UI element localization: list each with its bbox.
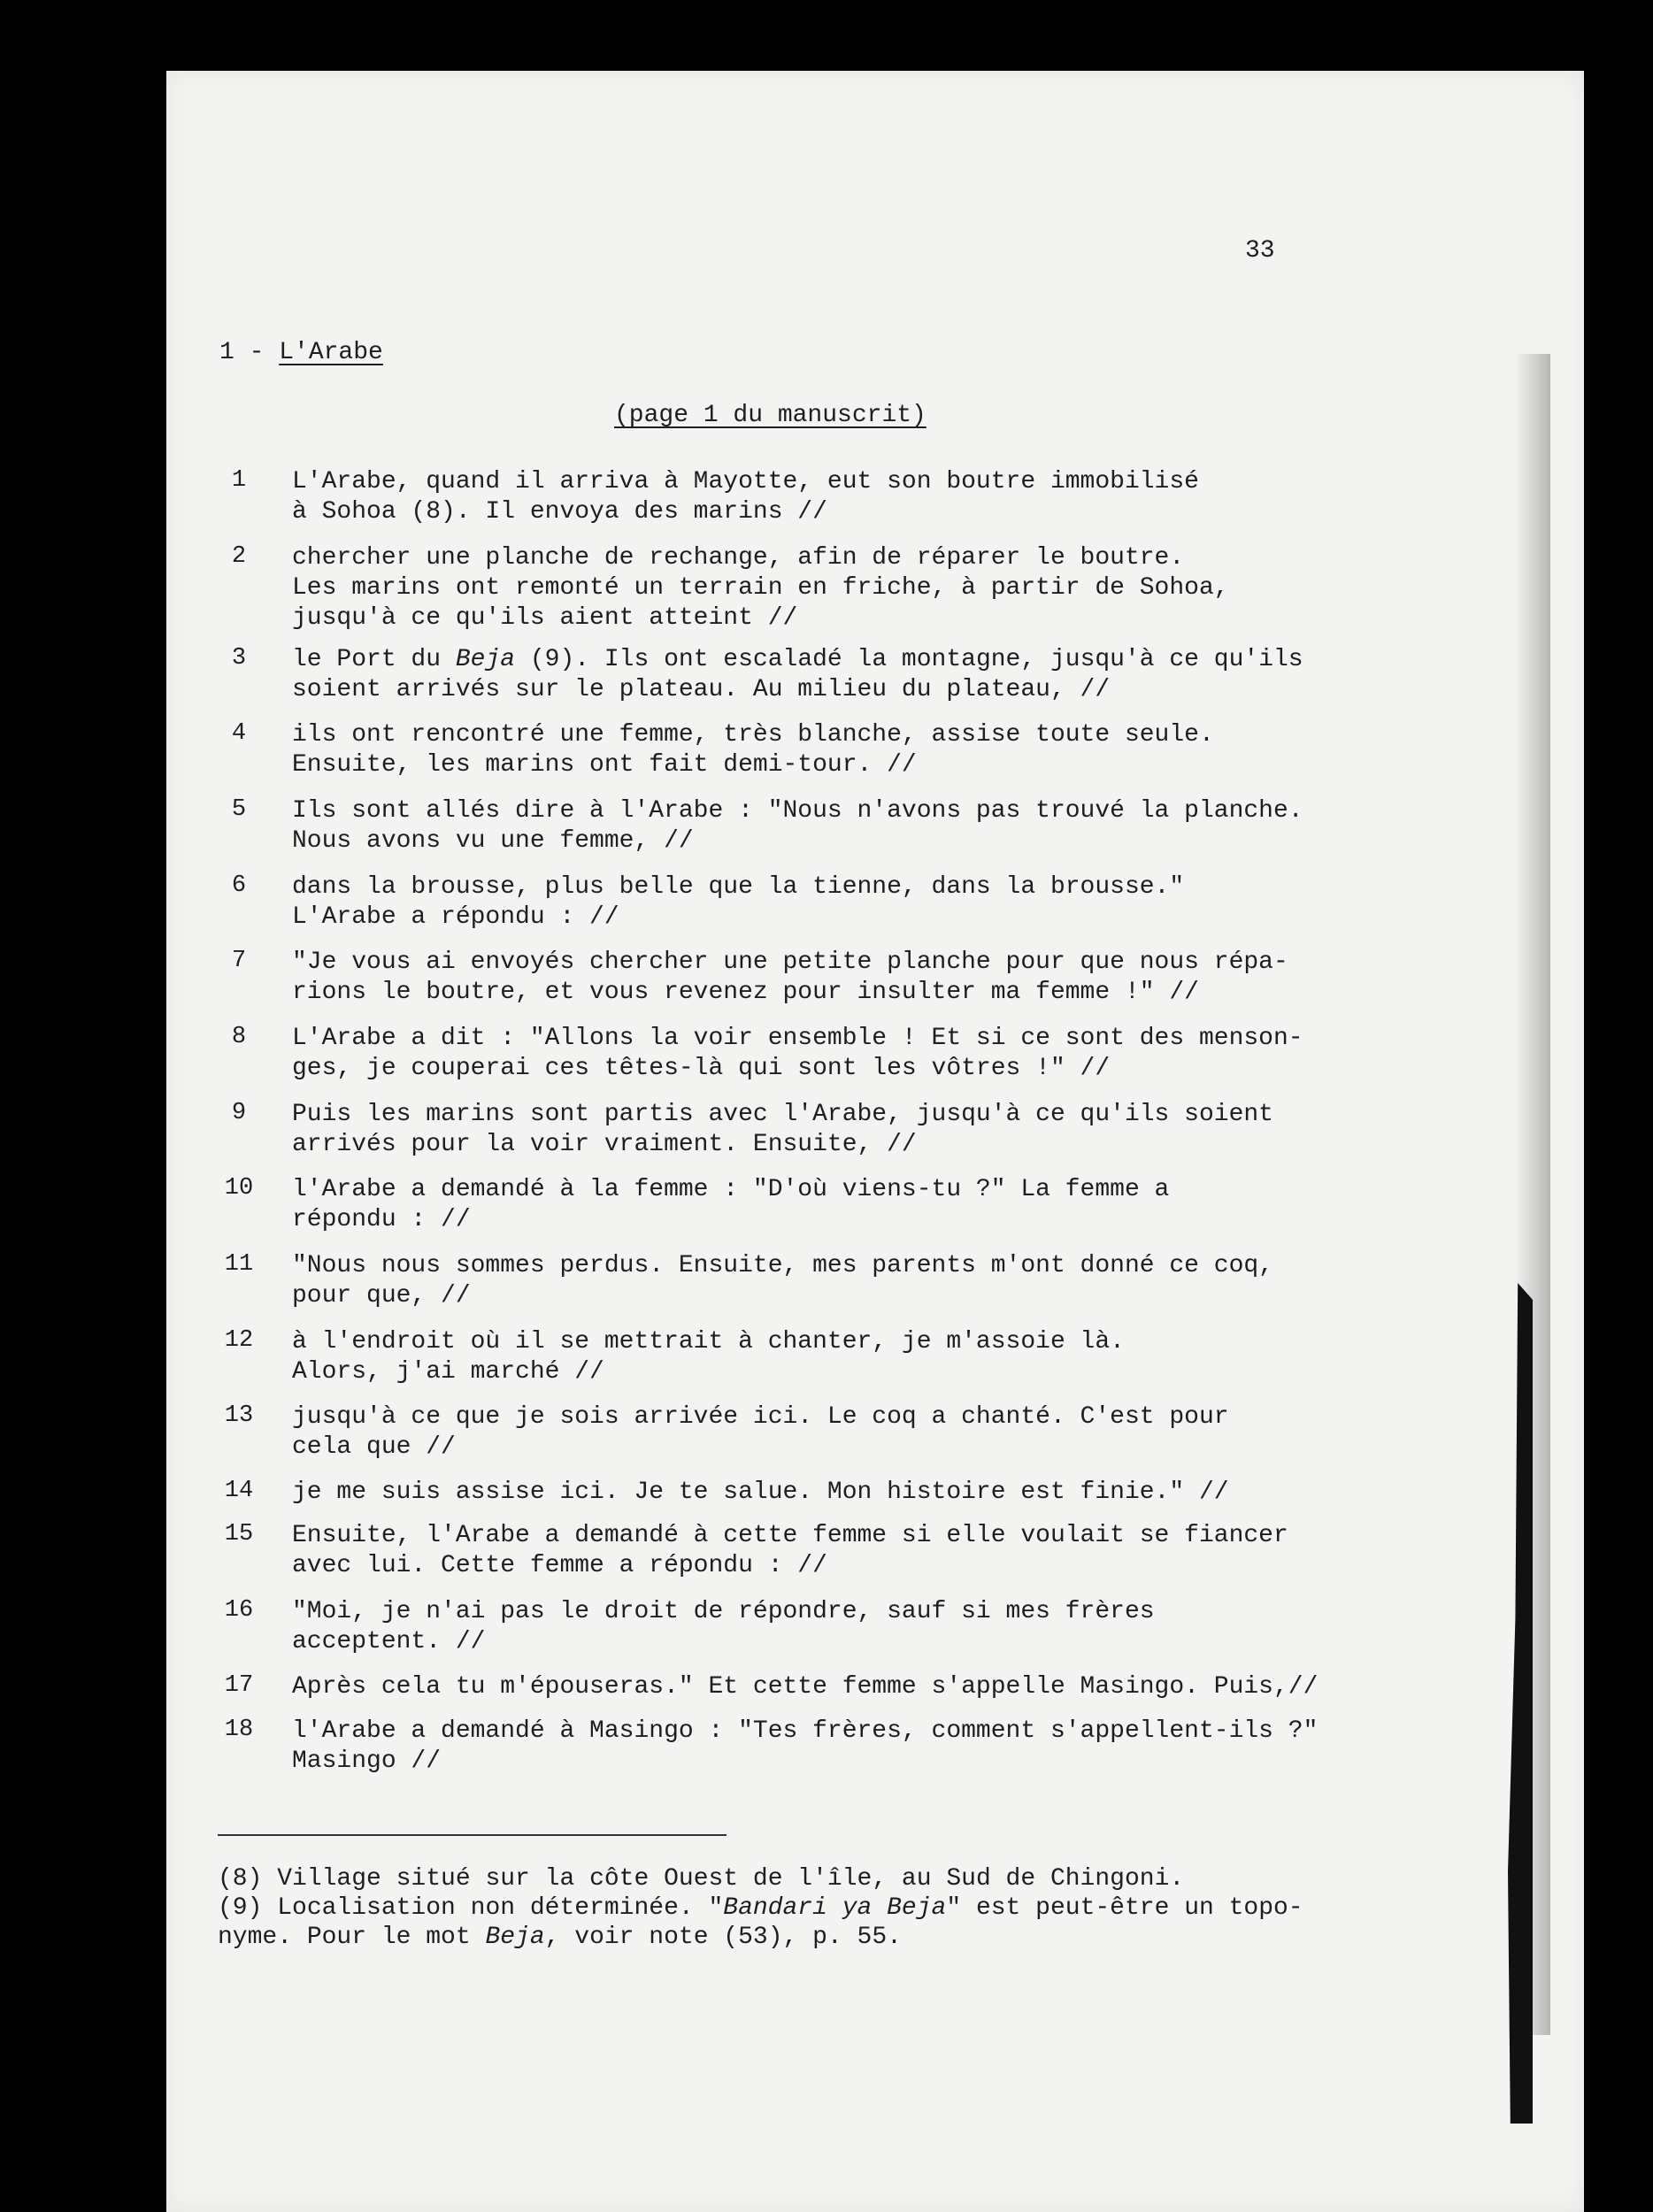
entry-line: à Sohoa (8). Il envoya des marins //	[292, 498, 827, 526]
entry-text	[292, 645, 1303, 705]
entry-line: je me suis assise ici. Je te salue. Mon histoire est finie." //	[292, 1479, 1229, 1506]
footnote-line: nyme. Pour le mot Beja, voir note (53), p. 55.	[218, 1924, 902, 1951]
entry-text	[292, 1251, 1273, 1311]
section-prefix: 1 -	[219, 339, 280, 366]
entry-line: "Je vous ai envoyés chercher une petite planche pour que nous répa-	[292, 949, 1288, 976]
entry-line: ges, je couperai ces têtes-là qui sont les vôtres !" //	[292, 1055, 1111, 1082]
footnote-line: (8) Village situé sur la côte Ouest de l'île, au Sud de Chingoni.	[218, 1865, 1185, 1893]
entry-text	[292, 1327, 1125, 1387]
footnote-separator	[218, 1834, 727, 1836]
subtitle-text: (page 1 du manuscrit)	[614, 402, 926, 429]
entry-text	[292, 1478, 1229, 1508]
entry-line: dans la brousse, plus belle que la tienne, dans la brousse."	[292, 873, 1185, 901]
entry-line: Alors, j'ai marché //	[292, 1358, 604, 1386]
entry-text	[292, 467, 1199, 527]
entry-line: jusqu'à ce que je sois arrivée ici. Le coq a chanté. C'est pour	[292, 1403, 1229, 1431]
entry-line: rions le boutre, et vous revenez pour insulter ma femme !" //	[292, 979, 1199, 1006]
footnotes	[218, 1864, 1303, 1952]
entry-number: 10	[224, 1175, 254, 1202]
entry-number: 7	[231, 948, 247, 974]
entry-text	[292, 1717, 1318, 1777]
entry-number: 12	[224, 1327, 254, 1354]
entry-text	[292, 1597, 1155, 1657]
entry-line: Masingo //	[292, 1747, 442, 1775]
entry-text	[292, 872, 1184, 933]
entry-number: 14	[224, 1478, 254, 1504]
entry-number: 11	[224, 1251, 254, 1278]
entry-line: pour que, //	[292, 1282, 471, 1310]
page-number: 33	[1245, 237, 1275, 265]
entry-line: avec lui. Cette femme a répondu : //	[292, 1552, 827, 1579]
entry-number: 16	[224, 1597, 254, 1624]
entry-line: L'Arabe a dit : "Allons la voir ensemble ! Et si ce sont des menson-	[292, 1025, 1303, 1052]
entry-text	[292, 543, 1229, 634]
entry-line: cela que //	[292, 1433, 456, 1461]
entry-line: arrivés pour la voir vraiment. Ensuite, //	[292, 1131, 917, 1158]
entry-text	[292, 1100, 1273, 1160]
entry-text	[292, 1672, 1318, 1702]
section-title: L'Arabe	[279, 339, 383, 366]
section-heading	[219, 339, 383, 366]
entry-line: Ensuite, l'Arabe a demandé à cette femme si elle voulait se fiancer	[292, 1522, 1288, 1549]
entry-number: 8	[231, 1024, 247, 1050]
entry-text	[292, 1024, 1303, 1084]
entry-number: 13	[224, 1402, 254, 1429]
entry-number: 6	[231, 872, 247, 899]
entry-line: l'Arabe a demandé à la femme : "D'où viens-tu ?" La femme a	[292, 1176, 1170, 1203]
entry-line: "Moi, je n'ai pas le droit de répondre, sauf si mes frères	[292, 1598, 1155, 1625]
entry-text	[292, 1402, 1229, 1463]
entry-line: "Nous nous sommes perdus. Ensuite, mes parents m'ont donné ce coq,	[292, 1252, 1273, 1279]
entry-line: l'Arabe a demandé à Masingo : "Tes frères, comment s'appellent-ils ?"	[292, 1717, 1319, 1745]
entry-number: 9	[231, 1100, 247, 1126]
entry-text	[292, 1521, 1288, 1581]
entry-line: Puis les marins sont partis avec l'Arabe, jusqu'à ce qu'ils soient	[292, 1101, 1273, 1128]
entry-line: ils ont rencontré une femme, très blanche, assise toute seule.	[292, 721, 1214, 749]
manuscript-page-label	[614, 402, 926, 429]
entry-line: à l'endroit où il se mettrait à chanter, je m'assoie là.	[292, 1328, 1125, 1356]
entry-number: 5	[231, 796, 247, 823]
entry-number: 4	[231, 720, 247, 747]
entry-number: 1	[231, 467, 247, 494]
entry-number: 18	[224, 1717, 254, 1743]
entry-line: chercher une planche de rechange, afin de réparer le boutre.	[292, 544, 1185, 572]
entry-line: acceptent. //	[292, 1628, 486, 1655]
entry-line: Ensuite, les marins ont fait demi-tour. //	[292, 751, 917, 779]
entry-line: répondu : //	[292, 1206, 471, 1233]
entry-text	[292, 720, 1214, 780]
entry-line: le Port du Beja (9). Ils ont escaladé la montagne, jusqu'à ce qu'ils	[292, 646, 1303, 673]
entry-text	[292, 796, 1303, 856]
entry-line: Les marins ont remonté un terrain en friche, à partir de Sohoa,	[292, 574, 1229, 602]
entry-number: 3	[231, 645, 247, 672]
entry-line: L'Arabe a répondu : //	[292, 903, 619, 931]
entry-number: 15	[224, 1521, 254, 1548]
entry-line: Ils sont allés dire à l'Arabe : "Nous n'avons pas trouvé la planche.	[292, 797, 1303, 825]
entry-number: 17	[224, 1672, 254, 1699]
entry-line: Nous avons vu une femme, //	[292, 827, 694, 855]
entry-line: jusqu'à ce qu'ils aient atteint //	[292, 604, 798, 632]
entry-line: soient arrivés sur le plateau. Au milieu du plateau, //	[292, 676, 1111, 703]
entry-number: 2	[231, 543, 247, 570]
entry-text	[292, 1175, 1169, 1235]
entry-line: Après cela tu m'épouseras." Et cette femme s'appelle Masingo. Puis,//	[292, 1673, 1319, 1701]
entry-text	[292, 948, 1288, 1008]
footnote-line: (9) Localisation non déterminée. "Bandari ya Beja" est peut-être un topo-	[218, 1894, 1303, 1922]
entry-line: L'Arabe, quand il arriva à Mayotte, eut son boutre immobilisé	[292, 468, 1199, 495]
